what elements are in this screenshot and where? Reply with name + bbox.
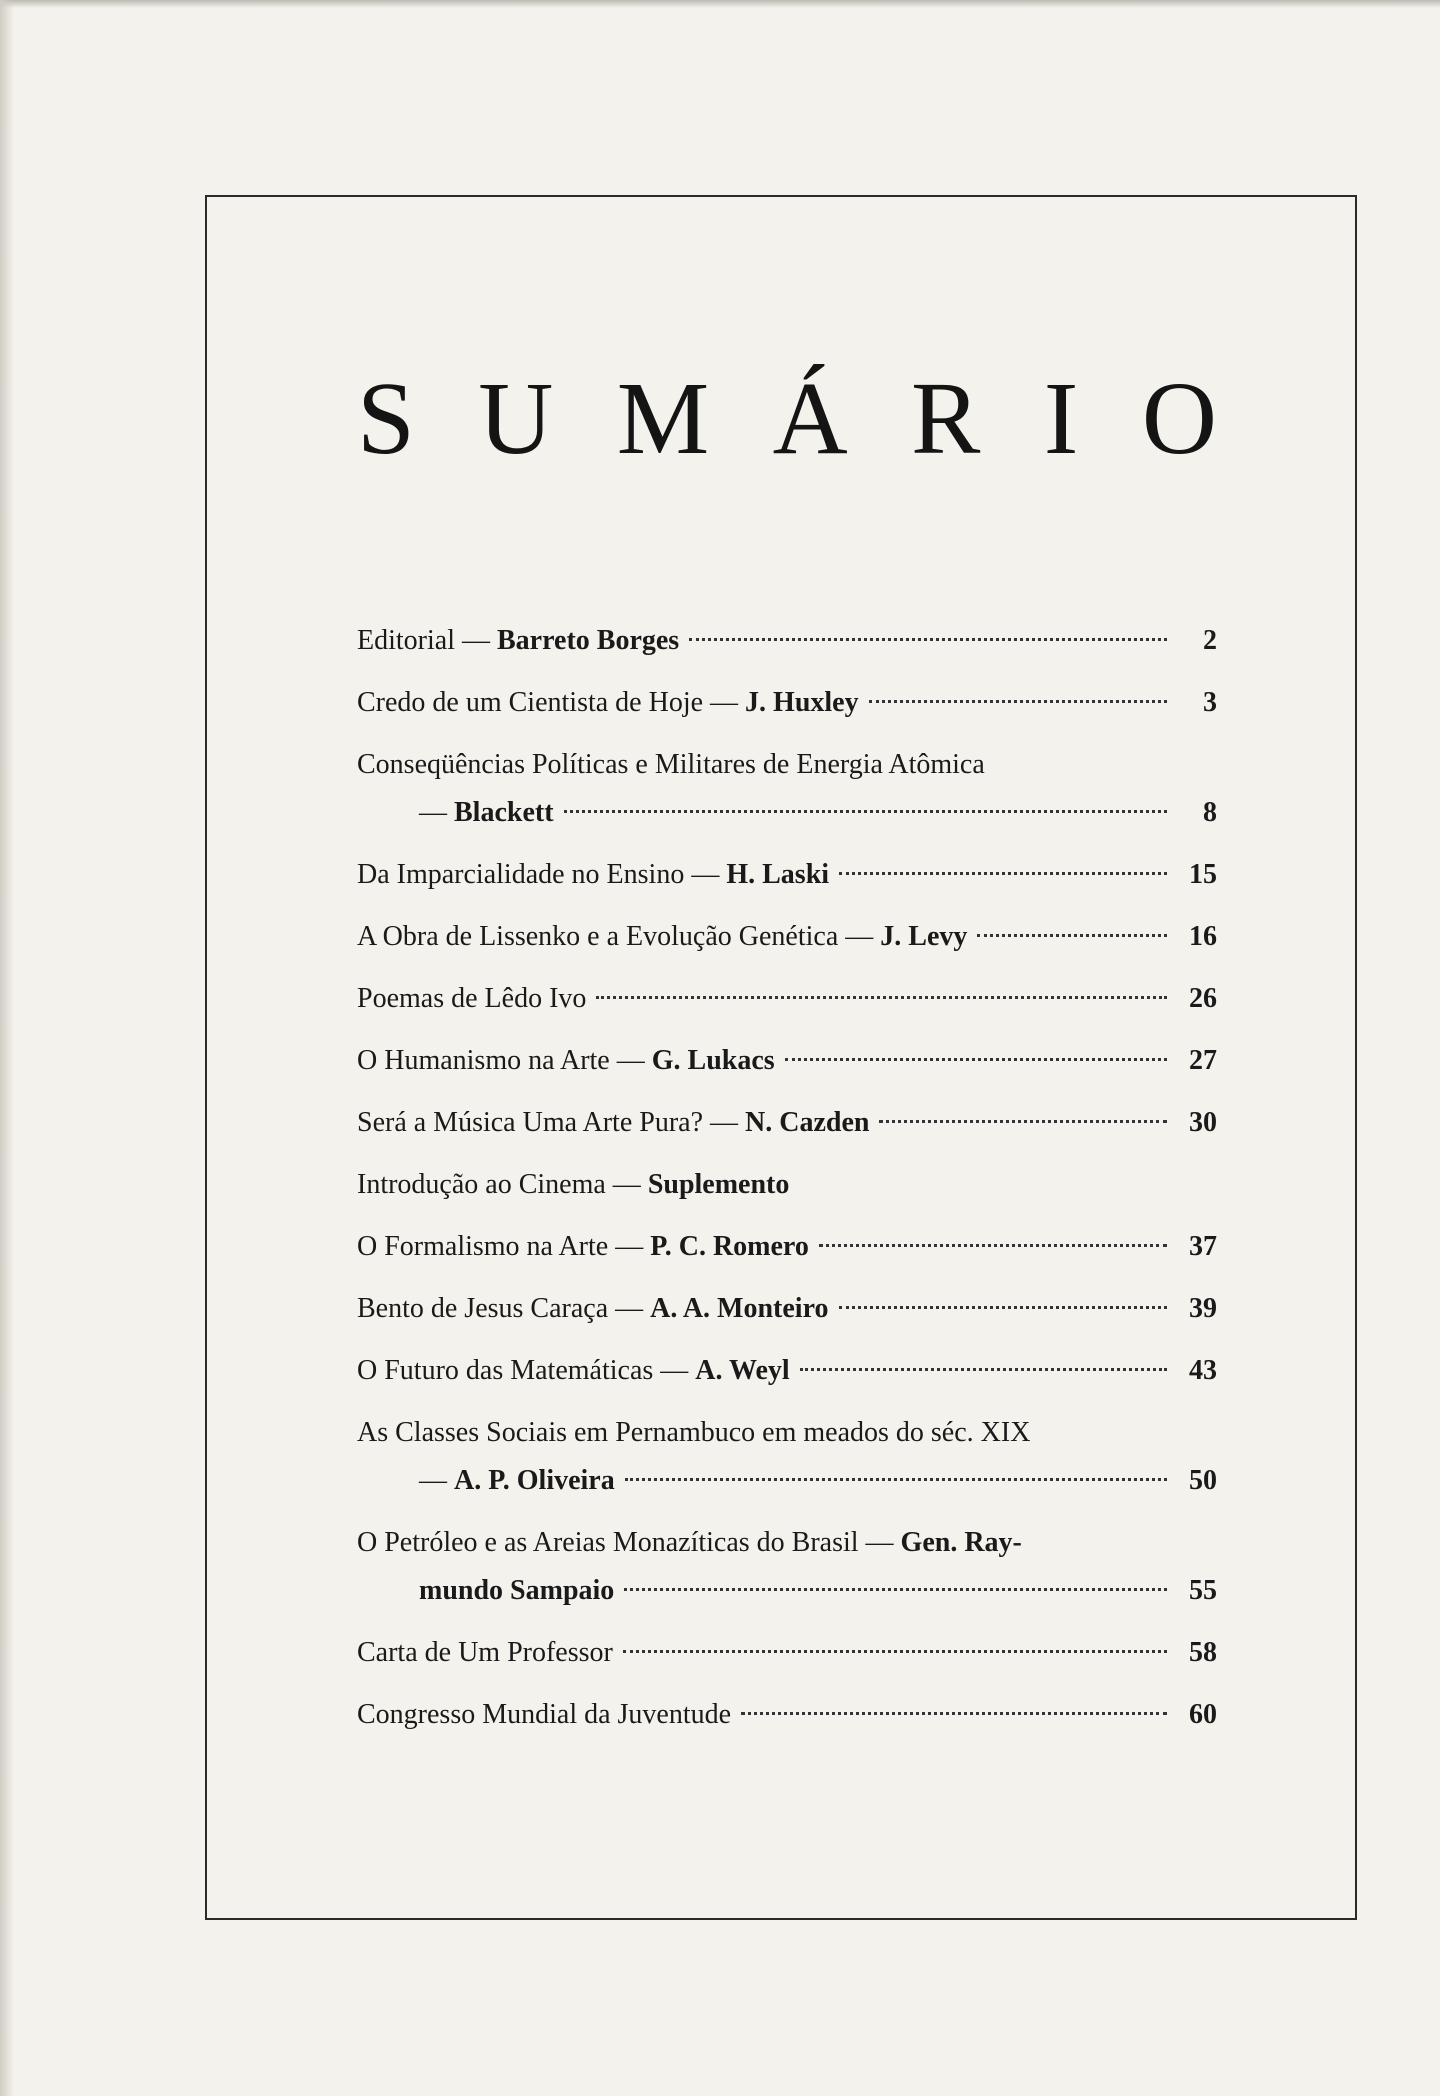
page-number: 55 (1189, 1575, 1217, 1606)
toc-entry (357, 1223, 1217, 1271)
page-number: 27 (1189, 1045, 1217, 1076)
toc-entry (357, 1409, 1217, 1505)
title-letter: O (1141, 361, 1217, 476)
page-number: 50 (1189, 1465, 1217, 1496)
table-of-contents (357, 617, 1217, 1753)
dot-leader (839, 1306, 1168, 1309)
entry-author: J. Levy (880, 921, 968, 952)
entry-title: Introdução ao Cinema — (357, 1169, 648, 1200)
page-number: 26 (1189, 983, 1217, 1014)
page-number: 2 (1203, 625, 1217, 656)
dot-leader (869, 700, 1167, 703)
entry-title: O Petróleo e as Areias Monazíticas do Brasil — (357, 1527, 901, 1558)
page-edge-shadow-top (0, 0, 1440, 8)
entry-title: O Futuro das Matemáticas — (357, 1355, 696, 1386)
entry-author: A. A. Monteiro (650, 1293, 829, 1324)
toc-entry (357, 741, 1217, 837)
entry-title: Bento de Jesus Caraça — (357, 1293, 651, 1324)
entry-title: Da Imparcialidade no Ensino — (357, 859, 727, 890)
toc-entry (357, 913, 1217, 961)
dot-leader (689, 638, 1167, 641)
entry-author: Suplemento (647, 1169, 790, 1200)
page-number: 8 (1203, 797, 1217, 828)
page-number: 60 (1189, 1699, 1217, 1730)
title-letter: Á (772, 361, 848, 476)
page-number: 15 (1189, 859, 1217, 890)
page-number: 30 (1189, 1107, 1217, 1138)
entry-title: Poemas de Lêdo Ivo (357, 983, 587, 1014)
dot-leader (741, 1712, 1167, 1715)
title-letter: U (478, 361, 554, 476)
title-letter: R (911, 361, 981, 476)
entry-author: Blackett (454, 797, 554, 828)
dot-leader (596, 996, 1167, 999)
entry-title-continuation: — (419, 1465, 454, 1496)
contents-frame (205, 195, 1357, 1920)
entry-title: Carta de Um Professor (357, 1637, 613, 1668)
entry-author: H. Laski (726, 859, 830, 890)
dot-leader (839, 872, 1167, 875)
toc-entry (357, 1347, 1217, 1395)
page-title (357, 361, 1217, 476)
entry-title: Conseqüências Políticas e Militares de Energia Atômica (357, 749, 985, 780)
dot-leader (623, 1650, 1167, 1653)
toc-entry (357, 617, 1217, 665)
entry-title: O Humanismo na Arte — (357, 1045, 652, 1076)
dot-leader (564, 810, 1167, 813)
entry-author: Gen. Ray- (900, 1527, 1022, 1558)
entry-author: N. Cazden (745, 1107, 870, 1138)
toc-entry (357, 1161, 1217, 1209)
toc-entry (357, 1037, 1217, 1085)
page-number: 37 (1189, 1231, 1217, 1262)
toc-entry (357, 1285, 1217, 1333)
title-letter: I (1043, 361, 1079, 476)
page-edge-shadow-left (0, 0, 14, 2096)
dot-leader (879, 1120, 1167, 1123)
dot-leader (625, 1478, 1167, 1481)
entry-title: Será a Música Uma Arte Pura? — (357, 1107, 745, 1138)
dot-leader (800, 1368, 1167, 1371)
toc-entry (357, 1519, 1217, 1615)
entry-title: Congresso Mundial da Juventude (357, 1699, 732, 1730)
page-number: 39 (1189, 1293, 1217, 1324)
entry-author: G. Lukacs (651, 1045, 775, 1076)
page-number: 16 (1189, 921, 1217, 952)
title-letter: S (357, 361, 415, 476)
entry-title: O Formalismo na Arte — (357, 1231, 651, 1262)
dot-leader (819, 1244, 1167, 1247)
page-number: 43 (1189, 1355, 1217, 1386)
entry-title: A Obra de Lissenko e a Evolução Genética — (357, 921, 881, 952)
entry-author: mundo Sampaio (419, 1575, 615, 1606)
page-number: 58 (1189, 1637, 1217, 1668)
dot-leader (624, 1588, 1167, 1591)
dot-leader (785, 1058, 1167, 1061)
toc-entry (357, 1099, 1217, 1147)
entry-title: Editorial — (357, 625, 497, 656)
toc-entry (357, 851, 1217, 899)
entry-author: Barreto Borges (496, 625, 680, 656)
toc-entry (357, 1629, 1217, 1677)
entry-title: As Classes Sociais em Pernambuco em meados do séc. XIX (357, 1417, 1031, 1448)
dot-leader (977, 934, 1167, 937)
entry-author: A. P. Oliveira (454, 1465, 615, 1496)
toc-entry (357, 1691, 1217, 1739)
entry-title-continuation: — (419, 797, 454, 828)
toc-entry (357, 975, 1217, 1023)
entry-title: Credo de um Cientista de Hoje — (357, 687, 746, 718)
entry-author: P. C. Romero (650, 1231, 809, 1262)
toc-entry (357, 679, 1217, 727)
title-letter: M (616, 361, 710, 476)
page-number: 3 (1203, 687, 1217, 718)
entry-author: A. Weyl (695, 1355, 790, 1386)
entry-author: J. Huxley (745, 687, 859, 718)
